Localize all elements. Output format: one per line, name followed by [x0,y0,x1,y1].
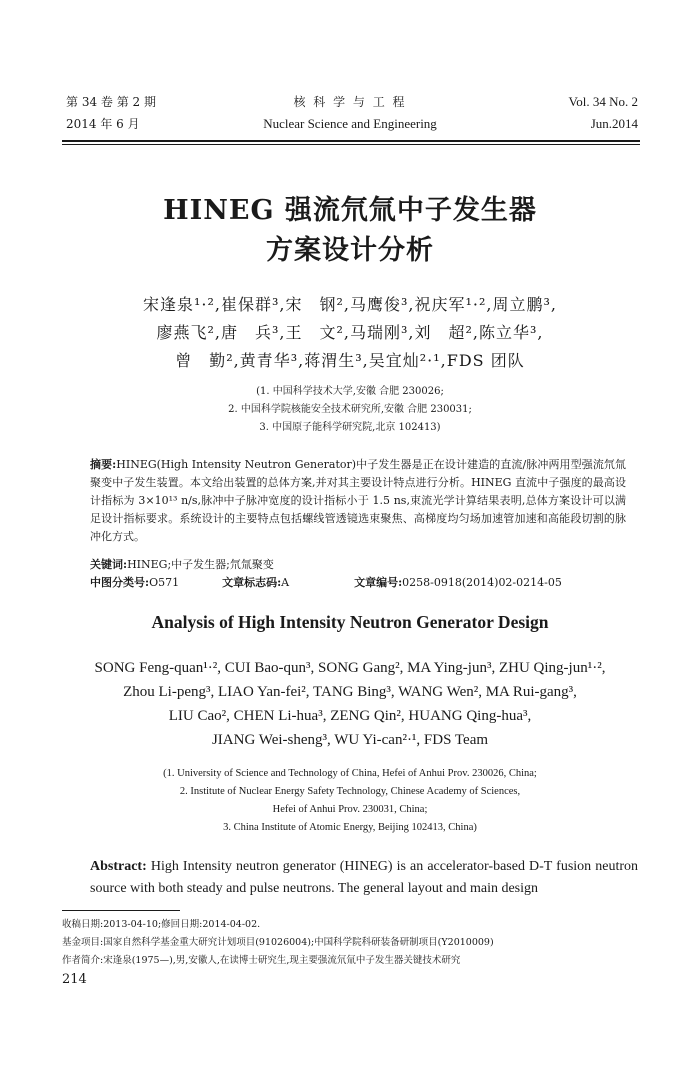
title-cn-line2: 方案设计分析 [266,235,434,266]
abstract-en [90,856,638,900]
header-journal-en: Nuclear Science and Engineering [263,116,437,131]
clc-label: 中图分类号: [90,576,150,589]
header-date-en: Jun.2014 [590,116,638,131]
clc-value: O571 [149,576,180,589]
affiliation-cn-2: 2. 中国科学院核能安全技术研究所,安徽 合肥 230031; [228,404,472,415]
page-number: 214 [62,972,87,987]
title-cn-line1: HINEG 强流氘氚中子发生器 [163,195,537,226]
keywords-cn [90,556,274,572]
footnote-received: 收稿日期:2013-04-10;修回日期:2014-04-02. [62,919,261,930]
header-rule-top [62,140,640,142]
article-number-label: 文章编号: [354,576,403,589]
header-journal-cn: 核 科 学 与 工 程 [293,95,407,109]
footnote-rule [62,910,180,911]
abstract-cn [90,456,626,546]
keywords-cn-label: 关键词: [90,558,128,571]
affiliation-en-3: Hefei of Anhui Prov. 230031, China; [272,804,428,815]
abstract-cn-text: HINEG(High Intensity Neutron Generator)中子发生器是正在设计建造的直流/脉冲两用型强流氘氚聚变中子发生装置。本文给出装置的总体方案,并对其主要设计特点进行分析。HINEG 直流中子强度的最高设计指标为 3×10¹³ n/s,脉冲中子脉冲宽度的设计指标小于 1.5 ns,束流光学计算结果表明,总体方案设计可以满足设计指标要求。系统设计的主要特点包括螺线管透镜选束聚焦、高梯度均匀场加速管加速和高能段切割的脉冲化方式。 [90,458,627,543]
authors-en-line1: SONG Feng-quan¹·², CUI Bao-qun³, SONG Gang², MA Ying-jun³, ZHU Qing-jun¹·², [94,660,606,676]
header-volume-issue: 第 34 卷 第 2 期 [66,95,156,109]
title-en: Analysis of High Intensity Neutron Generator Design [151,612,549,632]
abstract-en-text: High Intensity neutron generator (HINEG) is an accelerator-based D-T fusion neutron source with both steady and pulse neutrons. The general layout and main design [90,859,638,896]
authors-cn-line2: 廖燕飞²,唐 兵³,王 文²,马瑞刚³,刘 超²,陈立华³, [156,323,544,342]
affiliation-cn-3: 3. 中国原子能科学研究院,北京 102413) [259,422,441,433]
authors-cn-line1: 宋逢泉¹·²,崔保群³,宋 钢²,马鹰俊³,祝庆军¹·²,周立鹏³, [142,295,557,314]
abstract-cn-label: 摘要: [90,458,117,471]
classification-row [90,574,562,590]
authors-en-line3: LIU Cao², CHEN Li-hua³, ZENG Qin², HUANG Qing-hua³, [168,708,532,724]
affiliation-en-4: 3. China Institute of Atomic Energy, Beijing 102413, China) [223,822,477,833]
authors-en-line2: Zhou Li-peng³, LIAO Yan-fei², TANG Bing³, WANG Wen², MA Rui-gang³, [123,684,577,700]
affiliation-cn-1: (1. 中国科学技术大学,安徽 合肥 230026; [256,386,444,397]
affiliation-en-1: (1. University of Science and Technology of China, Hefei of Anhui Prov. 230026, China; [163,768,537,779]
article-number-value: 0258-0918(2014)02-0214-05 [402,576,562,589]
doc-code-value: A [281,576,290,589]
keywords-cn-text: HINEG;中子发生器;氘氚聚变 [127,558,274,571]
footnote-author-bio: 作者简介:宋逢泉(1975—),男,安徽人,在读博士研究生,现主要强流氘氚中子发生器关键技术研究 [62,955,461,966]
affiliation-en-2: 2. Institute of Nuclear Energy Safety Technology, Chinese Academy of Sciences, [179,786,521,797]
authors-en-line4: JIANG Wei-sheng³, WU Yi-can²·¹, FDS Team [211,732,489,748]
authors-cn-line3: 曾 勤²,黄青华³,蒋渭生³,吴宜灿²·¹,FDS 团队 [175,351,525,370]
abstract-en-label: Abstract: [90,859,147,874]
footnote-funding: 基金项目:国家自然科学基金重大研究计划项目(91026004);中国科学院科研装备研制项目(Y2010009) [62,937,494,948]
header-vol-no-en: Vol. 34 No. 2 [568,94,638,109]
doc-code-label: 文章标志码: [222,576,282,589]
header-rule-bottom [62,144,640,145]
header-date-cn: 2014 年 6 月 [66,117,140,131]
